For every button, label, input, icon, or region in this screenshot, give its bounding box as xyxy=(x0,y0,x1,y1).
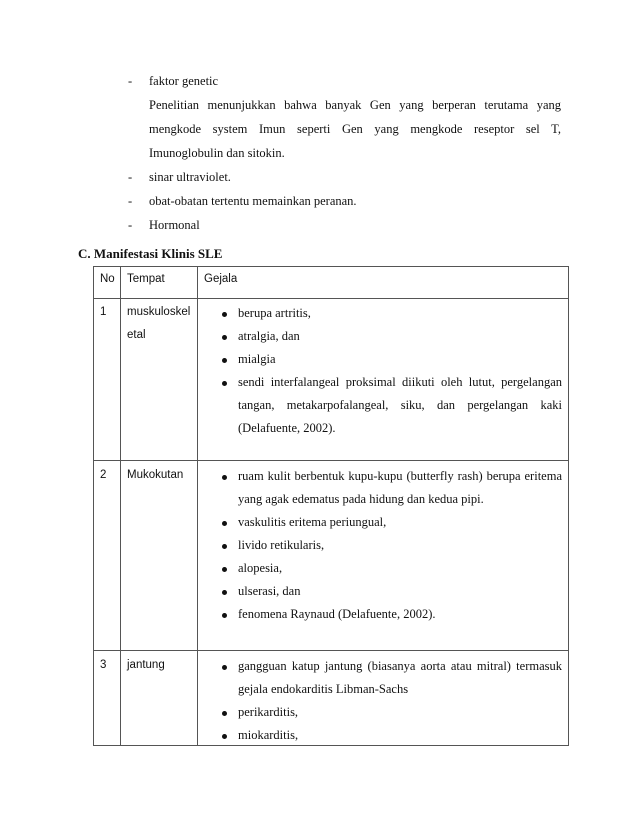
symptom-item: alopesia, xyxy=(238,561,283,575)
bullet-icon xyxy=(222,312,227,317)
dash-marker: - xyxy=(128,218,133,232)
genetic-paragraph-line: Imunoglobulin dan sitokin. xyxy=(149,146,285,160)
symptom-item-continued: gejala endokarditis Libman-Sachs xyxy=(238,682,409,696)
symptom-item-continued: (Delafuente, 2002). xyxy=(238,421,336,435)
bullet-icon xyxy=(222,475,227,480)
factor-drugs: obat-obatan tertentu memainkan peranan. xyxy=(149,194,357,208)
symptom-item: gangguan katup jantung (biasanya aorta atau mitral) termasuk xyxy=(238,659,562,673)
symptom-item: atralgia, dan xyxy=(238,329,300,343)
dash-marker: - xyxy=(128,170,133,184)
factor-uv: sinar ultraviolet. xyxy=(149,170,231,184)
factor-hormonal: Hormonal xyxy=(149,218,200,232)
bullet-icon xyxy=(222,381,227,386)
bullet-icon xyxy=(222,711,227,716)
symptom-item: ulserasi, dan xyxy=(238,584,301,598)
bullet-icon xyxy=(222,734,227,739)
table-row-divider xyxy=(93,650,569,651)
table-row-divider xyxy=(93,460,569,461)
table-row-divider xyxy=(93,298,569,299)
dash-marker: - xyxy=(128,74,133,88)
genetic-paragraph-line: mengkode system Imun seperti Gen yang mengkode reseptor sel T, xyxy=(149,122,561,136)
bullet-icon xyxy=(222,544,227,549)
bullet-icon xyxy=(222,613,227,618)
bullet-icon xyxy=(222,335,227,340)
row-number: 1 xyxy=(100,306,107,318)
symptom-item: fenomena Raynaud (Delafuente, 2002). xyxy=(238,607,436,621)
header-no: No xyxy=(100,273,115,285)
symptom-item-continued: yang agak edematus pada hidung dan kedua pipi. xyxy=(238,492,484,506)
bullet-icon xyxy=(222,521,227,526)
section-heading: C. Manifestasi Klinis SLE xyxy=(78,246,223,261)
table-col-divider xyxy=(197,266,198,746)
header-gejala: Gejala xyxy=(204,273,238,285)
row-number: 3 xyxy=(100,659,107,671)
header-tempat: Tempat xyxy=(127,273,165,285)
bullet-icon xyxy=(222,590,227,595)
symptom-item-continued: tangan, metakarpofalangeal, siku, dan pergelangan kaki xyxy=(238,398,562,412)
row-tempat: muskuloskel xyxy=(127,306,191,318)
symptom-item: sendi interfalangeal proksimal diikuti oleh lutut, pergelangan xyxy=(238,375,562,389)
dash-marker: - xyxy=(128,194,133,208)
symptom-item: miokarditis, xyxy=(238,728,299,742)
symptom-item: berupa artritis, xyxy=(238,306,311,320)
symptom-item: ruam kulit berbentuk kupu-kupu (butterfly rash) berupa eritema xyxy=(238,469,562,483)
row-tempat: jantung xyxy=(127,659,165,671)
row-tempat: etal xyxy=(127,329,146,341)
symptom-item: mialgia xyxy=(238,352,276,366)
symptom-item: perikarditis, xyxy=(238,705,299,719)
row-number: 2 xyxy=(100,469,107,481)
symptom-item: vaskulitis eritema periungual, xyxy=(238,515,387,529)
genetic-paragraph-line: Penelitian menunjukkan bahwa banyak Gen yang berperan terutama yang xyxy=(149,98,561,112)
bullet-icon xyxy=(222,567,227,572)
bullet-icon xyxy=(222,358,227,363)
table-col-divider xyxy=(120,266,121,746)
factor-genetic: faktor genetic xyxy=(149,74,219,88)
symptom-item: livido retikularis, xyxy=(238,538,325,552)
bullet-icon xyxy=(222,665,227,670)
row-tempat: Mukokutan xyxy=(127,469,184,481)
